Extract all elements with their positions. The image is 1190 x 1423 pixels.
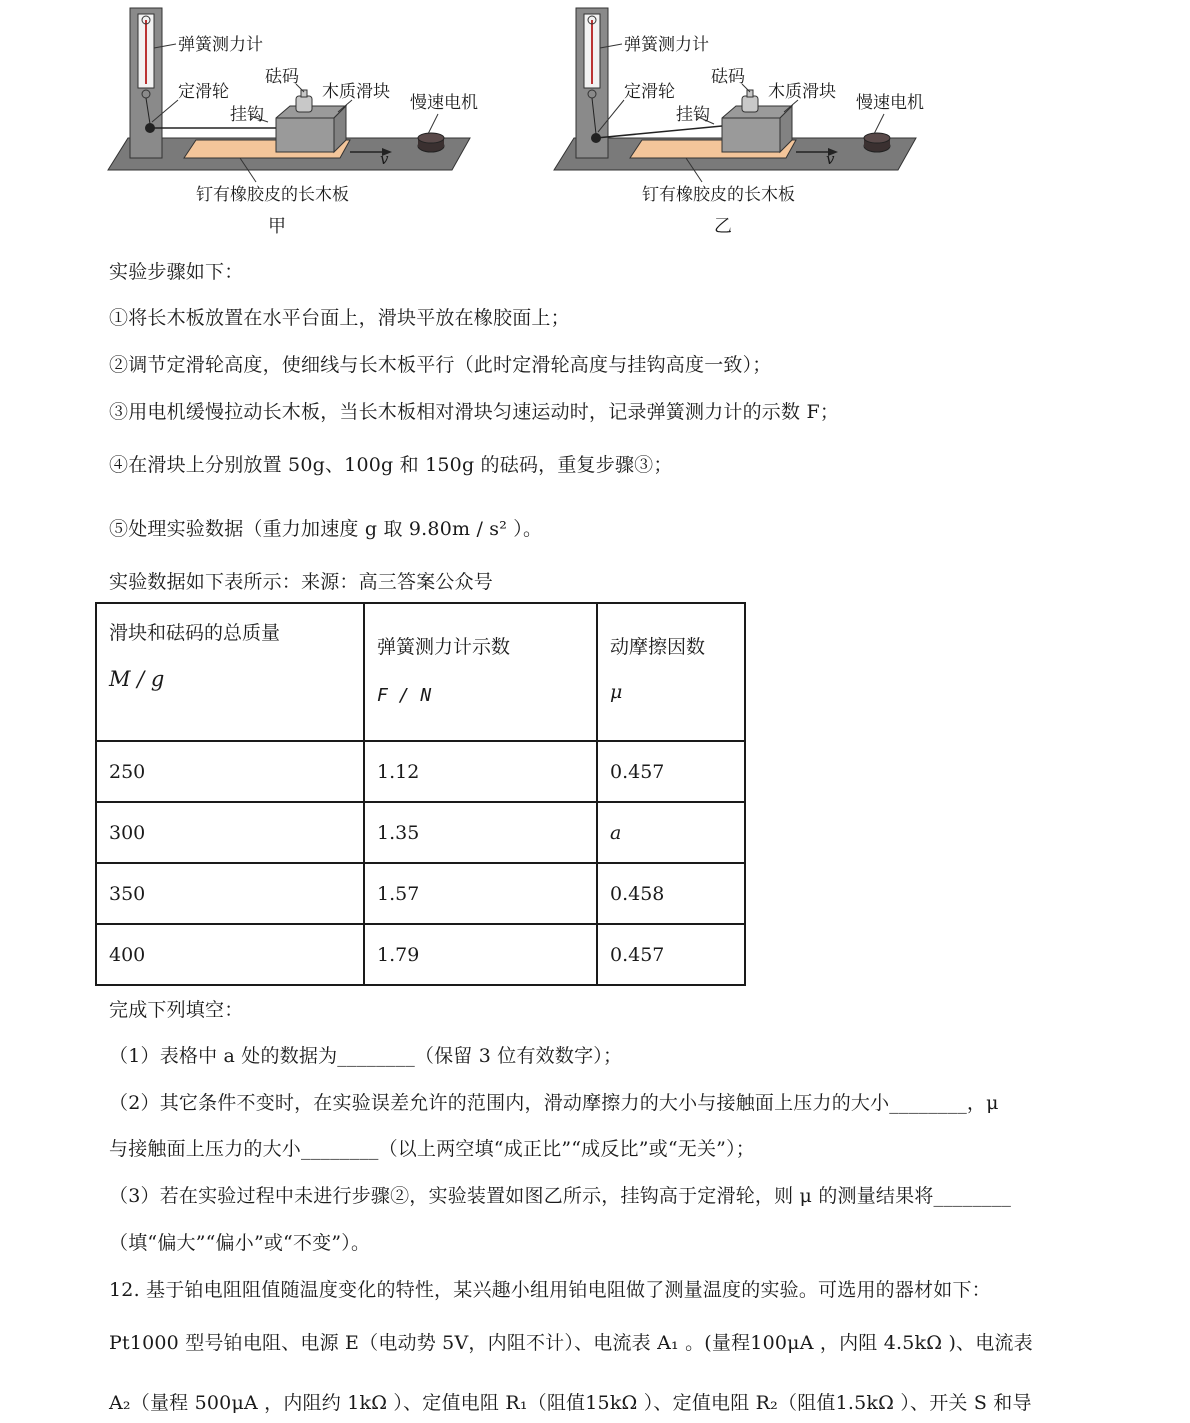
header-cell [364,603,597,741]
block-label: 木质滑块 [322,82,390,102]
figure-jia [100,0,480,240]
problem-12-intro: 12. 基于铂电阻阻值随温度变化的特性，某兴趣小组用铂电阻做了测量温度的实验。可选用的器材如下： [109,1279,991,1301]
table-cell: 250 [96,741,364,802]
table-cell: a [597,802,745,863]
table-cell: 0.457 [597,741,745,802]
header-cell [597,603,745,741]
table-cell: 1.79 [364,924,597,985]
hook-label: 挂钩 [676,105,710,125]
weight-label: 砝码 [711,67,745,87]
spring-scale-label: 弹簧测力计 [178,35,263,55]
step-3: ③用电机缓慢拉动长木板，当长木板相对滑块匀速运动时，记录弹簧测力计的示数 F； [109,401,840,423]
block-label: 木质滑块 [768,82,836,102]
data-table [95,602,746,986]
figure-caption: 甲 [268,216,286,237]
problem-12-line-3: A₂（量程 500μA ，内阻约 1kΩ ）、定值电阻 R₁（阻值15kΩ ）、定值电阻 R₂（阻值1.5kΩ ）、开关 S 和导 [109,1392,1032,1414]
table-header-row [96,603,745,741]
question-3-cont: （填“偏大”“偏小”或“不变”）。 [109,1232,371,1254]
table-cell: 1.57 [364,863,597,924]
steps-title: 实验步骤如下： [109,261,244,283]
motor-label: 慢速电机 [410,93,478,113]
velocity-label: v [826,150,835,168]
table-row [96,802,745,863]
question-2: （2）其它条件不变时，在实验误差允许的范围内，滑动摩擦力的大小与接触面上压力的大小________，μ [109,1092,999,1114]
header-mass: 滑块和砝码的总质量 [109,622,281,644]
hook-label: 挂钩 [230,105,264,125]
header-mu: 动摩擦因数 [610,636,706,658]
question-2-cont: 与接触面上压力的大小________（以上两空填“成正比”“成反比”或“无关”）； [109,1138,755,1160]
problem-12-line-2: Pt1000 型号铂电阻、电源 E（电动势 5V，内阻不计）、电流表 A₁ 。(量程100μA ，内阻 4.5kΩ )、电流表 [109,1332,1033,1354]
question-1: （1）表格中 a 处的数据为________（保留 3 位有效数字）； [109,1045,623,1067]
header-mu-unit: μ [610,681,623,703]
velocity-label: v [380,150,389,168]
question-3: （3）若在实验过程中未进行步骤②，实验装置如图乙所示，挂钩高于定滑轮，则 μ 的测量结果将________ [109,1185,1012,1207]
table-cell: 1.35 [364,802,597,863]
board-label: 钉有橡胶皮的长木板 [642,185,795,205]
table-cell: 1.12 [364,741,597,802]
table-cell: 0.457 [597,924,745,985]
table-row [96,863,745,924]
step-5: ⑤处理实验数据（重力加速度 g 取 9.80m / s² ）。 [109,518,543,540]
header-cell [96,603,364,741]
pulley-label: 定滑轮 [624,82,675,102]
step-4: ④在滑块上分别放置 50g、100g 和 150g 的砝码，重复步骤③； [109,454,673,476]
header-mass-unit: M / g [109,667,165,691]
weight-label: 砝码 [265,67,299,87]
table-cell: 400 [96,924,364,985]
motor-label: 慢速电机 [856,93,924,113]
step-1: ①将长木板放置在水平台面上，滑块平放在橡胶面上； [109,307,570,329]
figure-yi [546,0,926,240]
table-row [96,741,745,802]
table-cell: 0.458 [597,863,745,924]
table-cell: 300 [96,802,364,863]
board-label: 钉有橡胶皮的长木板 [196,185,349,205]
step-2: ②调节定滑轮高度，使细线与长木板平行（此时定滑轮高度与挂钩高度一致）； [109,354,772,376]
header-force: 弹簧测力计示数 [377,636,511,658]
header-force-unit: F / N [377,685,432,706]
pulley-label: 定滑轮 [178,82,229,102]
table-intro: 实验数据如下表所示：来源：高三答案公众号 [109,571,494,593]
figure-caption: 乙 [714,216,732,237]
spring-scale-label: 弹簧测力计 [624,35,709,55]
table-row [96,924,745,985]
table-cell: 350 [96,863,364,924]
questions-title: 完成下列填空： [109,999,244,1021]
